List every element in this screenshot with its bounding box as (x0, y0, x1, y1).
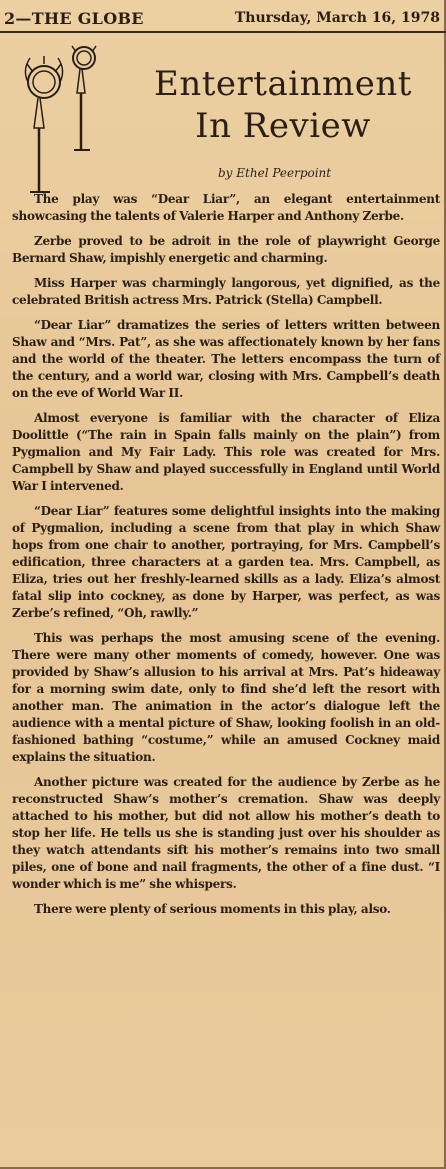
paragraph: Miss Harper was charmingly langorous, yet dignified, as the celebrated British actress Mrs. Patrick (Stella) Campbell. (12, 276, 440, 307)
paragraph: “Dear Liar” features some delightful insights into the making of Pygmalion, including a scene from that play in which Shaw hops from one chair to another, portraying, for Mrs. Campbell’s edification, three characters at a garden tea. Mrs. Campbell, as Eliza, tries out her freshly-learned skills as a lady. Eliza’s almost fatal slip into cockney, as done by Harper, was perfect, as was Zerbe’s refined, “Oh, rawlly.” (12, 504, 440, 620)
paragraph: The play was “Dear Liar”, an elegant entertainment showcasing the talents of Valerie Harper and Anthony Zerbe. (12, 192, 440, 223)
article-headline (125, 63, 441, 147)
paragraph: Another picture was created for the audience by Zerbe as he reconstructed Shaw’s mother’s cremation. Shaw was deeply attached to his mother, but did not allow his mother’s death to stop her life. He tells us she is standing just over his shoulder as they watch attendants sift his mother’s remains into two small piles, one of bone and nail fragments, the other of a fine dust. “I wonder which is me” she whispers. (12, 775, 440, 891)
paragraph: “Dear Liar” dramatizes the series of letters written between Shaw and “Mrs. Pat”, as she was affectionately known by her fans and the world of the theater. The letters encompass the turn of the century, and a world war, closing with Mrs. Campbell’s death on the eve of World War II. (12, 318, 440, 400)
paragraph: Zerbe proved to be adroit in the role of playwright George Bernard Shaw, impishly energetic and charming. (12, 234, 440, 265)
theater-spotlight-masks-icon (20, 42, 112, 198)
section-name: 2—THE GLOBE (4, 9, 144, 28)
masthead (0, 0, 446, 33)
headline-line-1: Entertainment (154, 64, 412, 104)
byline: by Ethel Peerpoint (218, 166, 332, 180)
issue-date: Thursday, March 16, 1978 (234, 10, 440, 26)
headline-line-2: In Review (195, 106, 371, 146)
article-body (12, 191, 440, 926)
paragraph: Almost everyone is familiar with the character of Eliza Doolittle (“The rain in Spain falls mainly on the plain”) from Pygmalion and My Fair Lady. This role was created for Mrs. Campbell by Shaw and played successfully in England until World War I intervened. (12, 411, 440, 493)
paragraph: This was perhaps the most amusing scene of the evening. There were many other moments of comedy, however. One was provided by Shaw’s allusion to his arrival at Mrs. Pat’s hideaway for a morning swim date, only to find she’d left the resort with another man. The animation in the actor’s dialogue left the audience with a mental picture of Shaw, looking foolish in an old-fashioned bathing “costume,” while an amused Cockney maid explains the situation. (12, 631, 440, 764)
paragraph: There were plenty of serious moments in this play, also. (34, 902, 391, 916)
